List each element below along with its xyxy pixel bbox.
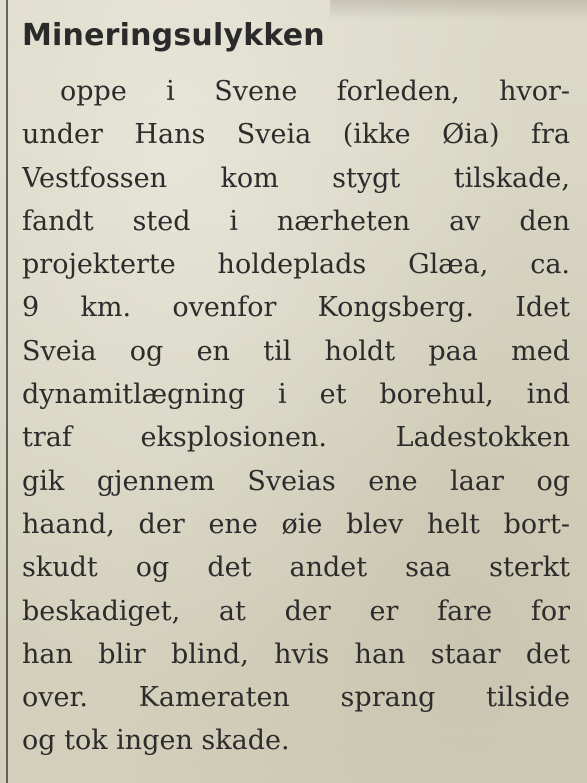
article-line: haand, der ene øie blev helt bort-: [22, 508, 570, 540]
article-line: over. Kameraten sprang tilside: [22, 682, 570, 714]
article-line: og tok ingen skade.: [22, 725, 290, 757]
article-line: dynamitlægning i et borehul, ind: [22, 379, 570, 411]
article-line: han blir blind, hvis han staar det: [22, 638, 570, 670]
print-bleed-through: [330, 0, 587, 20]
column-rule: [6, 0, 8, 783]
article-line: beskadiget, at der er fare for: [22, 595, 570, 627]
article-headline: Mineringsulykken: [22, 18, 325, 53]
article-line: 9 km. ovenfor Kongsberg. Idet: [22, 292, 570, 324]
article-line: oppe i Svene forleden, hvor-: [60, 76, 570, 107]
article-line: Vestfossen kom stygt tilskade,: [22, 162, 570, 194]
article-line: gik gjennem Sveias ene laar og: [22, 465, 570, 497]
article-body: [22, 70, 570, 763]
article-line: under Hans Sveia (ikke Øia) fra: [22, 119, 570, 151]
article-line: traf eksplosionen. Ladestokken: [22, 422, 570, 454]
article-line: fandt sted i nærheten av den: [22, 205, 570, 237]
article-line: Sveia og en til holdt paa med: [22, 335, 570, 367]
article-line: projekterte holdeplads Glæa, ca.: [22, 249, 570, 281]
article-line: skudt og det andet saa sterkt: [22, 552, 570, 584]
